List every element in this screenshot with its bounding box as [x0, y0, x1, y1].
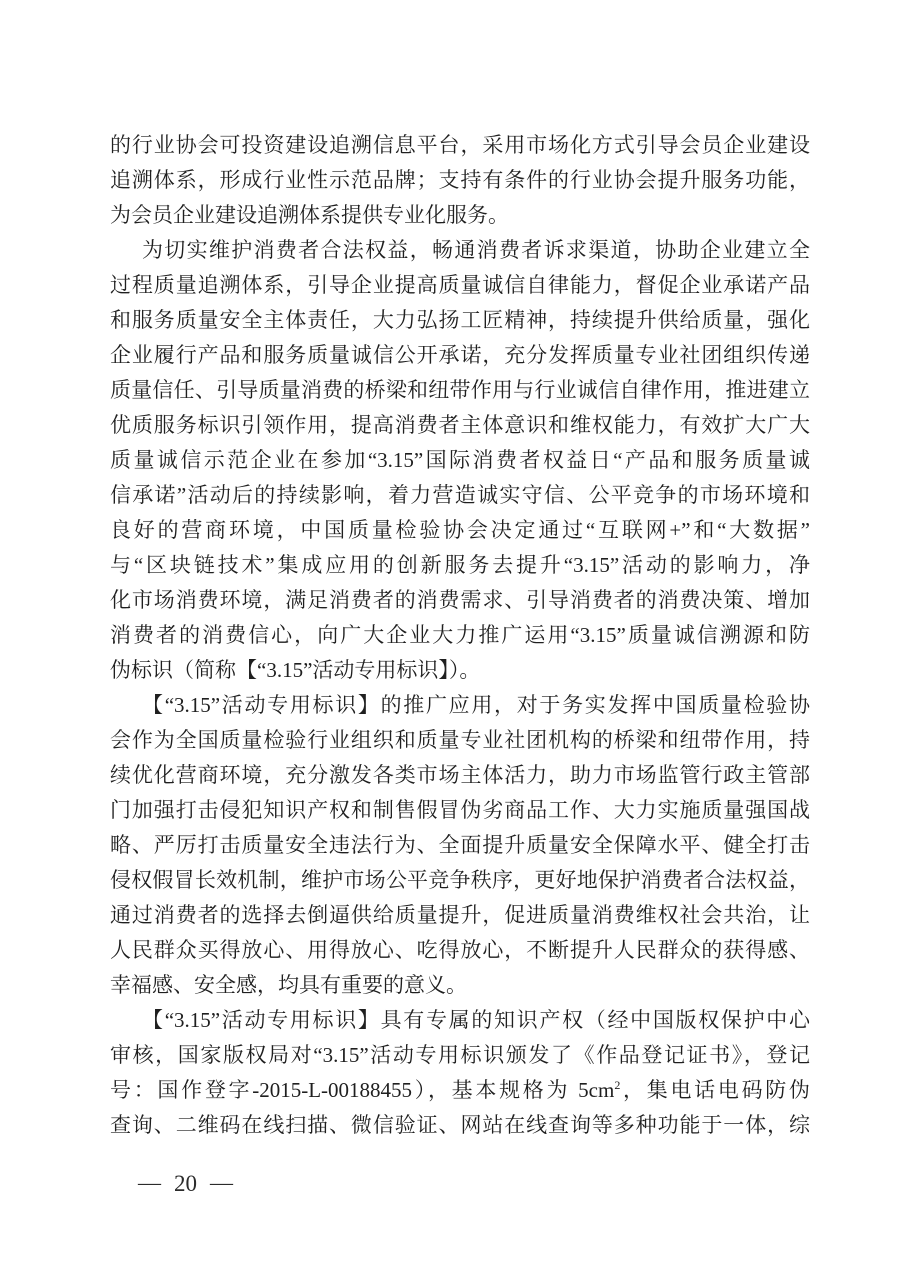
- page-number-dash-right: —: [210, 1170, 233, 1195]
- text-line: 通过消费者的选择去倒逼供给质量提升，促进质量消费维权社会共治，让: [110, 903, 810, 927]
- page-number-dash-left: —: [138, 1170, 161, 1195]
- text-line: 【“3.15”活动专用标识】的推广应用，对于务实发挥中国质量检验协: [142, 693, 810, 717]
- registration-text: 号：国作登字-2015-L-00188455），基本规格为 5cm: [110, 1078, 615, 1102]
- text-line: 【“3.15”活动专用标识】具有专属的知识产权（经中国版权保护中心: [142, 1008, 810, 1032]
- text-line: 追溯体系，形成行业性示范品牌；支持有条件的行业协会提升服务功能，: [110, 168, 810, 192]
- text-line: 良好的营商环境，中国质量检验协会决定通过“互联网+”和“大数据”: [110, 518, 810, 542]
- registration-text-cont: ，集电话电码防伪: [620, 1078, 811, 1102]
- text-line: 伪标识（简称【“3.15”活动专用标识】）。: [110, 658, 481, 682]
- text-line: 侵权假冒长效机制，维护市场公平竞争秩序，更好地保护消费者合法权益，: [110, 868, 810, 892]
- text-line: 门加强打击侵犯知识产权和制售假冒伪劣商品工作、大力实施质量强国战: [110, 798, 810, 822]
- text-line: 为会员企业建设追溯体系提供专业化服务。: [110, 203, 509, 227]
- text-line-registration: [110, 1073, 810, 1108]
- superscript-2: 2: [614, 1078, 621, 1092]
- text-line: 审核，国家版权局对“3.15”活动专用标识颁发了《作品登记证书》，登记: [110, 1043, 810, 1067]
- text-line: 和服务质量安全主体责任，大力弘扬工匠精神，持续提升供给质量，强化: [110, 308, 810, 332]
- text-line: 企业履行产品和服务质量诚信公开承诺，充分发挥质量专业社团组织传递: [110, 343, 810, 367]
- text-line: 与“区块链技术”集成应用的创新服务去提升“3.15”活动的影响力，净: [110, 553, 810, 577]
- text-line: 过程质量追溯体系，引导企业提高质量诚信自律能力，督促企业承诺产品: [110, 273, 810, 297]
- text-line: 略、严厉打击质量安全违法行为、全面提升质量安全保障水平、健全打击: [110, 833, 810, 857]
- text-line: 质量诚信示范企业在参加“3.15”国际消费者权益日“产品和服务质量诚: [110, 448, 810, 472]
- text-line: 为切实维护消费者合法权益，畅通消费者诉求渠道，协助企业建立全: [142, 238, 810, 262]
- text-line: 续优化营商环境，充分激发各类市场主体活力，助力市场监管行政主管部: [110, 763, 810, 787]
- text-line: 消费者的消费信心，向广大企业大力推广运用“3.15”质量诚信溯源和防: [110, 623, 810, 647]
- text-line: 质量信任、引导质量消费的桥梁和纽带作用与行业诚信自律作用，推进建立: [110, 378, 810, 402]
- text-line: 查询、二维码在线扫描、微信验证、网站在线查询等多种功能于一体，综: [110, 1113, 810, 1137]
- body-text: [110, 128, 810, 1143]
- text-line: 信承诺”活动后的持续影响，着力营造诚实守信、公平竞争的市场环境和: [110, 483, 810, 507]
- text-line: 优质服务标识引领作用，提高消费者主体意识和维权能力，有效扩大广大: [110, 413, 810, 437]
- text-line: 会作为全国质量检验行业组织和质量专业社团机构的桥梁和纽带作用，持: [110, 728, 810, 752]
- page-number: [138, 1168, 233, 1200]
- text-line: 人民群众买得放心、用得放心、吃得放心，不断提升人民群众的获得感、: [110, 938, 810, 962]
- text-line: 幸福感、安全感，均具有重要的意义。: [110, 973, 467, 997]
- page-number-value: 20: [174, 1171, 197, 1196]
- text-line: 化市场消费环境，满足消费者的消费需求、引导消费者的消费决策、增加: [110, 588, 810, 612]
- text-line: 的行业协会可投资建设追溯信息平台，采用市场化方式引导会员企业建设: [110, 133, 810, 157]
